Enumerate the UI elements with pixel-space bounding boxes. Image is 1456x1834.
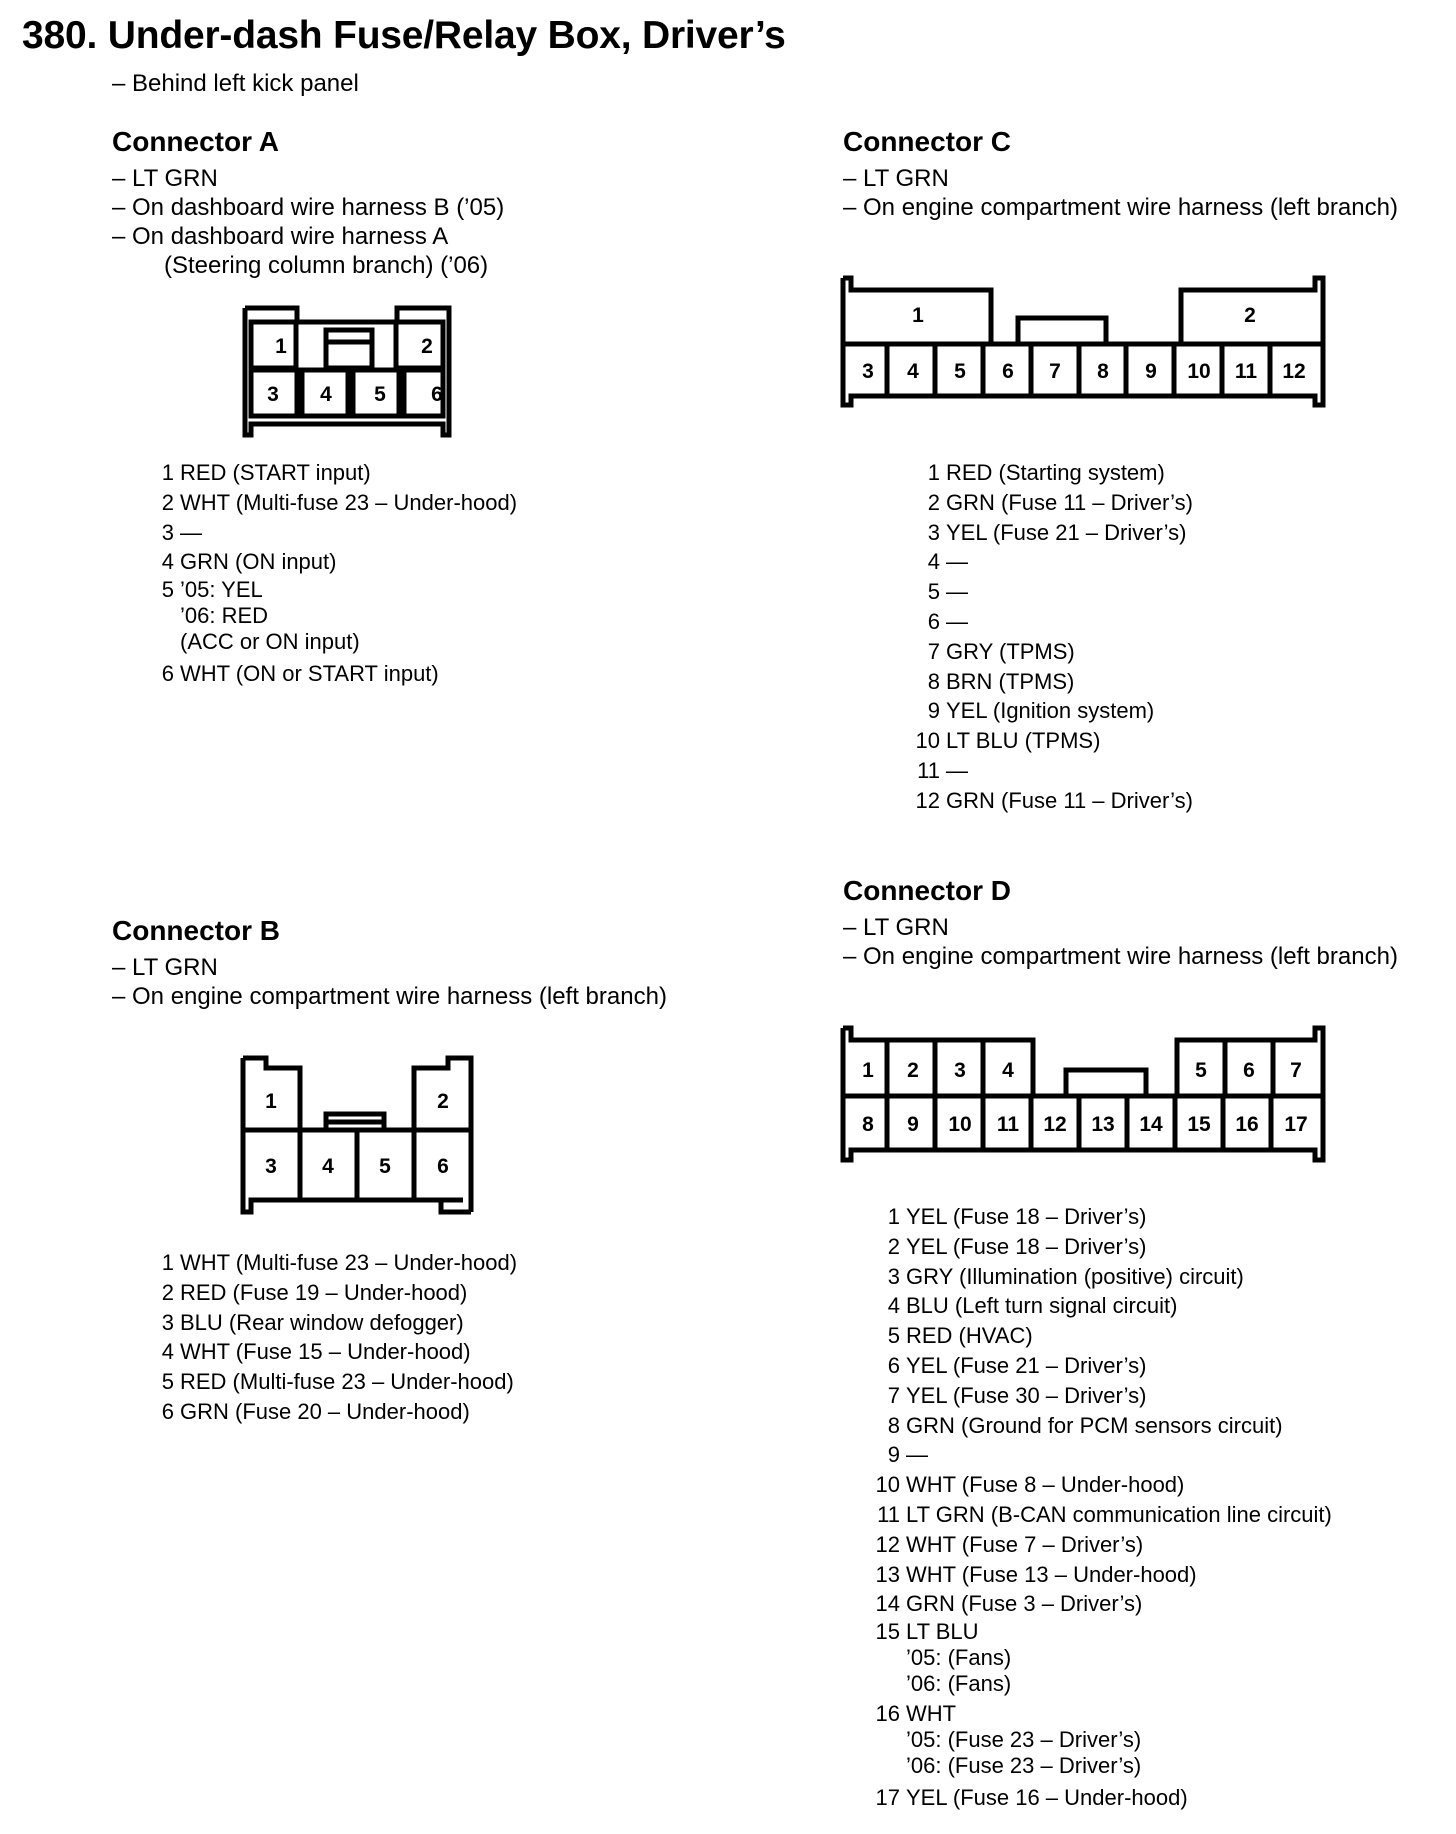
pin-label: 5 (954, 360, 966, 383)
connector-a-title: Connector A (112, 126, 279, 157)
pin-description: LT BLU ’05: (Fans) ’06: (Fans) (906, 1619, 1012, 1697)
pin-description: YEL (Ignition system) (946, 698, 1155, 724)
page-subtitle: – Behind left kick panel (112, 70, 359, 97)
pin-description: GRN (Fuse 3 – Driver’s) (906, 1591, 1143, 1617)
pin-number: 6 (887, 1352, 900, 1378)
pin-row (866, 1411, 1332, 1441)
pin-label: 1 (912, 304, 924, 327)
pin-number: 2 (887, 1233, 900, 1259)
pin-number: 1 (161, 1250, 174, 1275)
pin-row (140, 659, 517, 689)
pin-row (906, 726, 1193, 756)
pin-row (866, 1202, 1332, 1232)
connector-a-cell (396, 322, 443, 368)
pin-description: YEL (Fuse 30 – Driver’s) (906, 1382, 1147, 1408)
pin-label: 4 (907, 360, 919, 383)
pin-number: 14 (875, 1591, 900, 1617)
pin-description: BLU (Rear window defogger) (180, 1309, 464, 1335)
pin-row (140, 1367, 517, 1397)
pin-description: YEL (Fuse 21 – Driver’s) (946, 519, 1187, 545)
pin-number: 4 (161, 549, 174, 575)
pin-label: 8 (862, 1113, 874, 1136)
pin-description: LT BLU (TPMS) (946, 728, 1101, 754)
pin-description: GRN (Ground for PCM sensors circuit) (906, 1412, 1283, 1438)
connector-b-diagram (238, 1050, 478, 1220)
pin-description: GRN (Fuse 11 – Driver’s) (946, 489, 1193, 515)
pin-label: 7 (1290, 1059, 1302, 1082)
connector-c-pin-list (906, 458, 1193, 816)
pin-number: 4 (927, 549, 940, 575)
pin-description: WHT (Multi-fuse 23 – Under-hood) (180, 1250, 518, 1275)
pin-number: 4 (887, 1293, 900, 1319)
pin-row (906, 458, 1193, 488)
pin-description: WHT (Fuse 7 – Driver’s) (906, 1531, 1144, 1557)
pin-row (906, 667, 1193, 697)
pin-number: 5 (161, 577, 174, 603)
pin-row (906, 786, 1193, 816)
pin-row (866, 1262, 1332, 1292)
pin-row (140, 458, 517, 488)
pin-description: GRY (Illumination (positive) circuit) (906, 1263, 1244, 1289)
connector-a-note: – LT GRN (112, 165, 218, 192)
pin-number: 8 (887, 1412, 900, 1438)
pin-label: 17 (1284, 1113, 1308, 1136)
pin-label: 13 (1091, 1113, 1115, 1136)
pin-number: 12 (875, 1531, 900, 1557)
connector-a-cell (251, 322, 296, 368)
pin-row (906, 488, 1193, 518)
pin-row (866, 1619, 1332, 1697)
pin-description: BLU (Left turn signal circuit) (906, 1293, 1178, 1319)
pin-number: 11 (917, 757, 940, 783)
pin-description: WHT (Fuse 15 – Under-hood) (180, 1339, 471, 1365)
pin-label: 14 (1139, 1113, 1163, 1136)
pin-number: 1 (161, 460, 174, 485)
pin-row (140, 1278, 517, 1308)
pin-row (140, 1397, 517, 1427)
pin-description: LT GRN (B-CAN communication line circuit) (906, 1501, 1332, 1527)
pin-row (140, 547, 517, 577)
pin-description: ’05: YEL ’06: RED (ACC or ON input) (180, 577, 360, 655)
pin-label: 6 (437, 1155, 449, 1178)
pin-row (866, 1291, 1332, 1321)
pin-description: RED (HVAC) (906, 1323, 1033, 1349)
pin-description: — (906, 1442, 928, 1468)
connector-c-title: Connector C (843, 126, 1011, 157)
pin-label: 7 (1049, 360, 1061, 383)
pin-label: 6 (1243, 1059, 1255, 1082)
pin-number: 2 (161, 1279, 174, 1305)
pin-description: — (946, 579, 968, 605)
pin-label: 10 (948, 1113, 972, 1136)
pin-description: WHT (ON or START input) (180, 661, 439, 687)
pin-label: 1 (275, 335, 287, 358)
pin-label: 10 (1187, 360, 1211, 383)
pin-number: 7 (887, 1382, 900, 1408)
pin-row (140, 1308, 517, 1338)
connector-b-pin-list (140, 1248, 517, 1427)
connector-d-notes (843, 913, 1398, 971)
pin-row (866, 1560, 1332, 1590)
connector-a-notes (112, 164, 504, 280)
pin-row (140, 1337, 517, 1367)
pin-number: 6 (927, 608, 940, 634)
pin-label: 12 (1043, 1113, 1067, 1136)
connector-b-title: Connector B (112, 915, 280, 946)
pin-row (906, 518, 1193, 548)
pin-row (906, 547, 1193, 577)
connector-a-note: – On dashboard wire harness A (112, 223, 449, 250)
connector-a-note: – On dashboard wire harness B (’05) (112, 194, 505, 221)
connector-a-note: (Steering column branch) (’06) (164, 252, 489, 279)
pin-number: 7 (927, 638, 940, 664)
pin-label: 12 (1282, 360, 1306, 383)
pin-description: RED (START input) (180, 460, 371, 485)
pin-description: — (946, 608, 968, 634)
pin-row (866, 1500, 1332, 1530)
pin-description: YEL (Fuse 18 – Driver’s) (906, 1204, 1147, 1229)
pin-number: 9 (927, 698, 940, 724)
pin-description: GRN (Fuse 20 – Under-hood) (180, 1398, 470, 1424)
connector-b-note: – On engine compartment wire harness (left branch) (112, 983, 667, 1010)
pin-number: 5 (927, 579, 940, 605)
pin-number: 3 (161, 519, 174, 545)
pin-description: RED (Fuse 19 – Under-hood) (180, 1279, 468, 1305)
connector-c-note: – On engine compartment wire harness (left branch) (843, 194, 1398, 221)
pin-description: — (946, 549, 968, 575)
pin-number: 5 (887, 1323, 900, 1349)
pin-number: 2 (927, 489, 940, 515)
pin-label: 15 (1187, 1113, 1211, 1136)
pin-label: 2 (907, 1059, 919, 1082)
pin-row (140, 577, 517, 655)
pin-label: 1 (265, 1090, 277, 1113)
pin-row (866, 1589, 1332, 1619)
connector-b-notes (112, 953, 667, 1011)
pin-label: 3 (267, 383, 279, 406)
pin-row (866, 1530, 1332, 1560)
pin-label: 5 (374, 383, 386, 406)
pin-row (866, 1232, 1332, 1262)
pin-label: 1 (862, 1059, 874, 1082)
pin-number: 10 (875, 1472, 900, 1498)
pin-description: — (946, 757, 968, 783)
pin-label: 2 (1244, 304, 1256, 327)
pin-label: 9 (907, 1113, 919, 1136)
connector-a-diagram (240, 300, 480, 440)
pin-number: 3 (887, 1263, 900, 1289)
pin-label: 6 (431, 383, 443, 406)
pin-number: 8 (927, 668, 940, 694)
pin-row (866, 1783, 1332, 1813)
pin-label: 4 (1002, 1059, 1014, 1082)
pin-row (906, 607, 1193, 637)
pin-label: 2 (437, 1090, 449, 1113)
connector-c-key (1018, 318, 1106, 344)
pin-number: 5 (161, 1369, 174, 1395)
pin-description: WHT (Fuse 13 – Under-hood) (906, 1561, 1197, 1587)
pin-number: 4 (161, 1339, 174, 1365)
pin-description: YEL (Fuse 18 – Driver’s) (906, 1233, 1147, 1259)
pin-number: 11 (877, 1501, 900, 1527)
pin-number: 1 (927, 460, 940, 485)
connector-d-pin-list (866, 1202, 1332, 1813)
pin-row (866, 1470, 1332, 1500)
pin-number: 6 (161, 661, 174, 687)
page-title: 380. Under-dash Fuse/Relay Box, Driver’s (22, 14, 786, 57)
pin-label: 11 (996, 1113, 1020, 1136)
pin-row (906, 756, 1193, 786)
pin-label: 6 (1002, 360, 1014, 383)
pin-number: 3 (161, 1309, 174, 1335)
pin-label: 3 (862, 360, 874, 383)
pin-description: — (180, 519, 202, 545)
pin-description: YEL (Fuse 21 – Driver’s) (906, 1352, 1147, 1378)
pin-row (906, 637, 1193, 667)
pin-number: 17 (875, 1785, 900, 1811)
pin-description: GRY (TPMS) (946, 638, 1075, 664)
pin-description: GRN (Fuse 11 – Driver’s) (946, 787, 1193, 813)
pin-row (140, 1248, 517, 1278)
connector-a-pin-list (140, 458, 517, 689)
pin-label: 9 (1145, 360, 1157, 383)
pin-row (140, 518, 517, 548)
connector-d-title: Connector D (843, 875, 1011, 906)
pin-label: 5 (1195, 1059, 1207, 1082)
pin-description: RED (Starting system) (946, 460, 1165, 485)
pin-row (906, 577, 1193, 607)
pin-label: 4 (320, 383, 332, 406)
pin-description: WHT (Fuse 8 – Under-hood) (906, 1472, 1185, 1498)
connector-c-notes (843, 164, 1398, 222)
pin-number: 13 (875, 1561, 900, 1587)
pin-row (866, 1701, 1332, 1779)
connector-d-key (1066, 1070, 1146, 1096)
pin-description: WHT ’05: (Fuse 23 – Driver’s) ’06: (Fuse 23 – Driver’s) (906, 1701, 1142, 1779)
pin-row (866, 1440, 1332, 1470)
pin-row (140, 488, 517, 518)
pin-number: 1 (887, 1204, 900, 1229)
pin-label: 2 (421, 335, 433, 358)
connector-d-note: – LT GRN (843, 914, 949, 941)
pin-description: RED (Multi-fuse 23 – Under-hood) (180, 1369, 514, 1395)
pin-number: 16 (875, 1701, 900, 1727)
connector-d-note: – On engine compartment wire harness (left branch) (843, 943, 1398, 970)
pin-number: 6 (161, 1398, 174, 1424)
pin-number: 9 (887, 1442, 900, 1468)
pin-number: 10 (915, 728, 940, 754)
pin-label: 4 (322, 1155, 334, 1178)
pin-label: 11 (1234, 360, 1258, 383)
pin-label: 5 (379, 1155, 391, 1178)
pin-description: YEL (Fuse 16 – Under-hood) (906, 1785, 1188, 1811)
pin-description: GRN (ON input) (180, 549, 337, 575)
pin-row (866, 1381, 1332, 1411)
connector-c-note: – LT GRN (843, 165, 949, 192)
connector-d-diagram (838, 1022, 1338, 1172)
pin-number: 12 (915, 787, 940, 813)
pin-label: 3 (954, 1059, 966, 1082)
pin-number: 3 (927, 519, 940, 545)
pin-row (866, 1321, 1332, 1351)
pin-description: BRN (TPMS) (946, 668, 1075, 694)
pin-row (906, 696, 1193, 726)
pin-number: 15 (875, 1619, 900, 1645)
connector-b-note: – LT GRN (112, 954, 218, 981)
pin-row (866, 1351, 1332, 1381)
connector-a-key (326, 330, 372, 368)
pin-label: 16 (1235, 1113, 1259, 1136)
pin-number: 2 (161, 489, 174, 515)
pin-description: WHT (Multi-fuse 23 – Under-hood) (180, 489, 518, 515)
pin-label: 3 (265, 1155, 277, 1178)
connector-c-diagram (838, 270, 1338, 420)
pin-label: 8 (1097, 360, 1109, 383)
